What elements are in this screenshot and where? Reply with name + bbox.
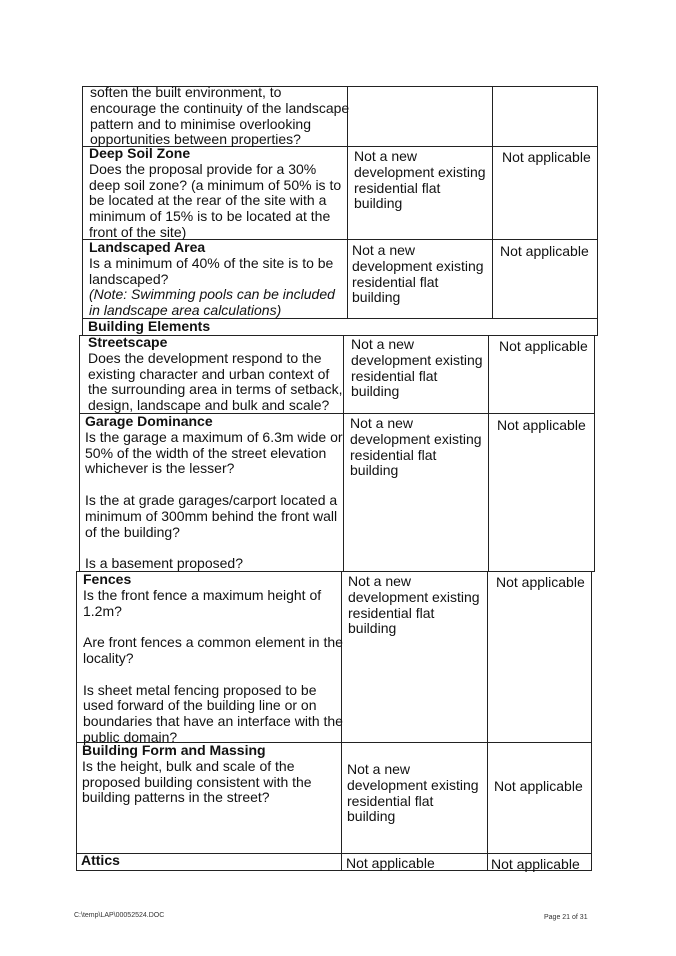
r3-line-1: Does the development respond to the [88,349,322,366]
r4-status: Not applicable [497,417,586,433]
section-building-elements: Building Elements [88,318,211,334]
r1-comment-2: development existing [354,163,486,180]
r4-requirement [85,414,343,572]
r5-line-4: locality? [83,649,134,666]
r2-requirement [89,240,335,319]
r1-comment-3: residential flat [354,179,441,196]
r3-comment-1: Not a new [351,336,415,352]
r0-line-1: soften the built environment, to [90,84,282,100]
r6-heading: Building Form and Massing [82,742,266,758]
r6-comment-2: development existing [347,776,479,793]
r3-comment-2: development existing [351,351,483,368]
r6-comment-3: residential flat [347,792,434,809]
r5-comment-2: development existing [348,588,480,605]
r4-heading: Garage Dominance [85,413,213,429]
r4-comment [350,416,482,479]
r7-heading: Attics [81,852,120,868]
r6-line-2: proposed building consistent with the [82,773,312,790]
r5-comment-1: Not a new [348,573,412,589]
r1-status: Not applicable [502,149,591,165]
r4-comment-2: development existing [350,430,482,447]
r1-heading: Deep Soil Zone [89,145,191,161]
r1-requirement [89,146,341,241]
r5-requirement [83,572,343,746]
r4-comment-3: residential flat [350,446,437,463]
r3-comment-3: residential flat [351,367,438,384]
r2-note-1: (Note: Swimming pools can be included [89,286,335,303]
r5-line-7: boundaries that have an interface with the [83,713,343,730]
r5-line-5: Is sheet metal fencing proposed to be [83,681,317,698]
r5-status: Not applicable [496,574,585,590]
footer-file-path: C:\temp\LAP\00052524.DOC [74,912,165,919]
r4-line-7: Is a basement proposed? [85,555,243,572]
r4-comment-1: Not a new [350,415,414,431]
r2-comment-4: building [352,289,401,306]
r7-status: Not applicable [491,856,580,872]
r1-line-3: be located at the rear of the site with a [89,192,327,209]
r2-status: Not applicable [500,243,589,259]
r4-line-4: Is the at grade garages/carport located a [85,491,338,508]
r5-comment-3: residential flat [348,604,435,621]
r6-comment [347,762,479,825]
r3-line-3: the surrounding area in terms of setback, [88,381,343,398]
r1-comment-1: Not a new [354,148,418,164]
r7-comment: Not applicable [346,855,435,871]
r2-comment-1: Not a new [352,242,416,258]
r0-line-3: pattern and to minimise overlooking [90,115,312,132]
r3-heading: Streetscape [88,334,168,350]
r5-comment-4: building [348,620,397,637]
r6-comment-4: building [347,808,396,825]
r1-comment-4: building [354,195,403,212]
r4-line-3: whichever is the lesser? [85,460,235,477]
r6-requirement [82,743,312,806]
r6-comment-1: Not a new [347,761,411,777]
r5-line-8: public domain? [83,728,178,745]
r1-line-1: Does the proposal provide for a 30% [89,160,317,177]
r0-line-2: encourage the continuity of the landscape [90,99,350,116]
r4-line-2: 50% of the width of the street elevation [85,444,327,461]
r2-comment-3: residential flat [352,273,439,290]
r4-line-1: Is the garage a maximum of 6.3m wide or [85,428,343,445]
footer-page-number: Page 21 of 31 [544,914,588,921]
r6-status: Not applicable [494,778,583,794]
r2-note-2: in landscape area calculations) [89,302,282,319]
r1-comment [354,149,486,212]
r3-requirement [88,335,342,414]
r3-line-2: existing character and urban context of [88,365,330,382]
r6-line-3: building patterns in the street? [82,789,270,806]
r2-heading: Landscaped Area [89,239,206,255]
r3-comment-4: building [351,383,400,400]
r3-status: Not applicable [499,338,588,354]
r5-comment [348,574,480,637]
r0-requirement [90,85,349,148]
r5-heading: Fences [83,571,132,587]
r4-comment-4: building [350,462,399,479]
r5-line-1: Is the front fence a maximum height of [83,586,322,603]
r5-line-6: used forward of the building line or on [83,697,317,714]
r5-line-3: Are front fences a common element in the [83,634,343,651]
r3-comment [351,337,483,400]
r3-line-4: design, landscape and bulk and scale? [88,397,330,414]
r2-line-2: landscaped? [89,270,169,287]
r6-line-1: Is the height, bulk and scale of the [82,757,295,774]
r4-line-5: minimum of 300mm behind the front wall [85,507,338,524]
r1-line-5: front of the site) [89,223,187,240]
r2-comment-2: development existing [352,257,484,274]
r4-line-6: of the building? [85,523,180,540]
r2-comment [352,243,484,306]
r5-line-2: 1.2m? [83,602,122,619]
r1-line-2: deep soil zone? (a minimum of 50% is to [89,176,342,193]
r2-line-1: Is a minimum of 40% of the site is to be [89,254,334,271]
r1-line-4: minimum of 15% is to be located at the [89,208,331,225]
r0-line-4: opportunities between properties? [90,131,301,148]
